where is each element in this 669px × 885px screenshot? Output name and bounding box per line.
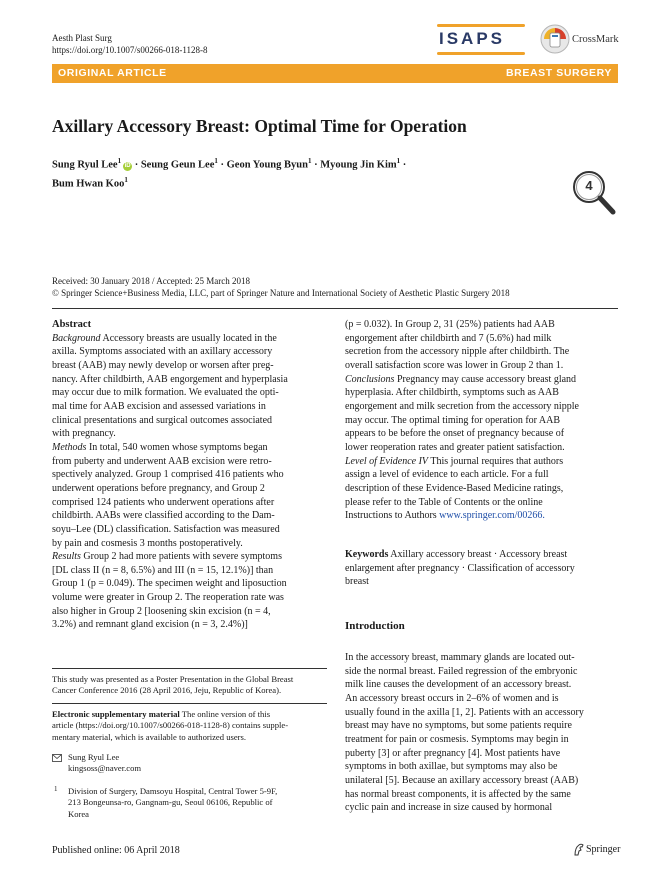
text-line: Pregnancy may cause accessory breast gland bbox=[396, 373, 577, 385]
text-line: engorgement and milk secretion from the accessory nipple bbox=[345, 400, 579, 412]
text-line: unilateral [5]. Because an axillary accessory breast (AAB) bbox=[345, 774, 579, 786]
text-line: Instructions to Authors bbox=[345, 510, 437, 522]
crossmark-badge[interactable] bbox=[540, 24, 624, 56]
text-line: engorgement after childbirth and 7 (5.6%) had milk bbox=[345, 332, 552, 344]
author-name[interactable]: Bum Hwan Koo bbox=[52, 178, 125, 189]
text-line: volume were greater in Group 2. The reoperation rate was bbox=[52, 592, 284, 604]
text-line: comprised 124 patients who underwent operations after bbox=[52, 496, 275, 508]
text-line: clinical presentations and surgical outcomes associated bbox=[52, 414, 273, 426]
affiliation-mark: 1 bbox=[124, 175, 128, 184]
text-line: mal time for AAB excision and assessed variations in bbox=[52, 400, 266, 412]
text-line: The online version of this bbox=[181, 709, 271, 719]
abstract-results bbox=[52, 550, 327, 564]
journal-name: Aesth Plast Surg bbox=[52, 33, 112, 43]
doi-link[interactable]: https://doi.org/10.1007/s00266-018-1128-8 bbox=[52, 45, 208, 55]
springer-instructions-link[interactable]: www.springer.com/00266. bbox=[439, 510, 545, 522]
text-line: In the accessory breast, mammary glands are located out- bbox=[345, 652, 575, 663]
text-line: has normal breast components, it is affected by the same bbox=[345, 788, 571, 800]
author-line-1 bbox=[52, 154, 522, 173]
text-line: secretion from the accessory nipple after childbirth. The bbox=[345, 346, 570, 358]
supplementary-note bbox=[52, 709, 327, 743]
author-separator: · bbox=[314, 159, 318, 171]
author-separator: · bbox=[134, 159, 139, 171]
text-line: description of these Evidence-Based Medicine ratings, bbox=[345, 482, 564, 494]
author-line-2 bbox=[52, 173, 522, 192]
springer-horse-icon bbox=[573, 843, 585, 856]
abstract-right-column bbox=[345, 318, 619, 523]
text-line bbox=[345, 509, 619, 523]
affiliation bbox=[52, 786, 327, 820]
text-line: lower reoperation rates and greater patient satisfaction. bbox=[345, 441, 565, 453]
keywords-block bbox=[345, 548, 619, 589]
article-type-band bbox=[52, 64, 618, 83]
text-line: milk line causes the development of an accessory breast. bbox=[345, 679, 572, 691]
affiliation-mark: 1 bbox=[214, 157, 218, 165]
text-line: breast (AAB) may newly develop or worsen after preg- bbox=[52, 359, 274, 371]
text-line: mentary material, which is available to authorized users. bbox=[52, 731, 247, 742]
author-name[interactable]: Myoung Jin Kim bbox=[320, 159, 397, 171]
orcid-icon[interactable]: iD bbox=[124, 162, 131, 169]
affiliation-mark: 1 bbox=[396, 157, 401, 165]
text-line: This journal requires that authors bbox=[430, 455, 564, 467]
corresponding-email[interactable]: kingsoss@naver.com bbox=[68, 763, 142, 774]
author-separator: · bbox=[402, 159, 407, 171]
section-name: BREAST SURGERY bbox=[505, 67, 612, 79]
abstract-methods bbox=[52, 441, 327, 455]
presentation-note bbox=[52, 674, 327, 697]
conclusions-label: Conclusions bbox=[345, 373, 395, 385]
section-heading: Introduction bbox=[345, 620, 405, 632]
text-line: Accessory breasts are usually located in the bbox=[102, 332, 277, 344]
text-line: childbirth. AABs were classified according to the Dam- bbox=[52, 510, 275, 522]
footnote-divider bbox=[52, 703, 327, 704]
level-of-evidence-badge bbox=[569, 170, 619, 220]
introduction-body bbox=[345, 651, 619, 815]
background-label: Background bbox=[52, 332, 101, 344]
footnote-divider bbox=[52, 668, 327, 669]
methods-label: Methods bbox=[52, 441, 87, 453]
published-online: Published online: 06 April 2018 bbox=[52, 845, 180, 856]
text-line: overall satisfaction score was lower in Group 2 than 1. bbox=[345, 359, 564, 371]
text-line: cyclic pain and increase in size caused by hormonal bbox=[345, 802, 553, 814]
text-line: Group 1 (p = 0.049). The specimen weight and liposuction bbox=[52, 578, 287, 590]
abstract-level-of-evidence bbox=[345, 455, 619, 469]
text-line: treatment for pain or cosmesis. Symptoms may begin in bbox=[345, 733, 569, 745]
text-line: Division of Surgery, Damsoyu Hospital, Central Tower 5-9F, bbox=[68, 786, 278, 796]
text-line[interactable]: article (https://doi.org/10.1007/s00266-018-1128-8) contains supple- bbox=[52, 720, 289, 731]
abstract-conclusions bbox=[345, 373, 619, 387]
text-line: assign a level of evidence to each article. For a full bbox=[345, 469, 549, 481]
abstract-heading: Abstract bbox=[52, 319, 92, 330]
text-line: puberty [3] or after pregnancy [4]. Most patients have bbox=[345, 747, 561, 759]
header-divider bbox=[52, 308, 618, 309]
author-name[interactable]: Seung Geun Lee bbox=[140, 159, 215, 171]
isaps-logo bbox=[437, 24, 529, 58]
affiliation-mark: 1 bbox=[117, 157, 122, 165]
affiliation-mark: 1 bbox=[307, 157, 312, 165]
abstract-background bbox=[52, 332, 327, 346]
text-line: please refer to the Table of Contents or the online bbox=[345, 496, 543, 508]
abstract-left-column bbox=[52, 318, 327, 632]
text-line: nancy. After childbirth, AAB engorgement and hyperplasia bbox=[52, 373, 288, 385]
isaps-logo-text: ISAPS bbox=[439, 29, 506, 48]
text-line: may occur. The optimal timing for operation for AAB bbox=[345, 414, 561, 426]
text-line: also higher in Group 2 [loosening skin excision (n = 4, bbox=[52, 605, 271, 617]
text-line: This study was presented as a Poster Presentation in the Global Breast bbox=[52, 674, 294, 684]
text-line: from puberty and underwent AAB excision were retro- bbox=[52, 455, 272, 467]
text-line: symptoms in both axillae, but symptoms may also be bbox=[345, 761, 558, 773]
text-line: Korea bbox=[68, 808, 89, 819]
text-line: axilla. Symptoms associated with an axillary accessory bbox=[52, 346, 273, 358]
article-history bbox=[52, 276, 618, 299]
keyword-line: breast bbox=[345, 576, 369, 588]
text-line: underwent operations before pregnancy, and Group 2 bbox=[52, 482, 265, 494]
text-line: soyu–Lee (DL) classification. Satisfaction was measured bbox=[52, 523, 280, 535]
text-line: hyperplasia. After childbirth, symptoms such as AAB bbox=[345, 387, 559, 399]
results-label: Results bbox=[52, 551, 81, 563]
text-line: by pain and cosmesis 3 months postoperatively. bbox=[52, 537, 243, 549]
publisher-name: Springer bbox=[586, 844, 621, 855]
corresponding-author bbox=[52, 752, 327, 775]
text-line: An accessory breast occurs in 2–6% of women and is bbox=[345, 692, 559, 704]
keyword-line: Axillary accessory breast · Accessory breast bbox=[390, 549, 568, 560]
envelope-icon bbox=[52, 754, 62, 762]
text-line: appears to be before the onset of pregnancy because of bbox=[345, 428, 565, 440]
esm-label: Electronic supplementary material bbox=[52, 709, 180, 719]
author-separator: · bbox=[220, 159, 224, 171]
received-dates: Received: 30 January 2018 / Accepted: 25 March 2018 bbox=[52, 276, 250, 286]
introduction-heading bbox=[345, 620, 619, 634]
text-line: may occur due to milk formation. We evaluated the opti- bbox=[52, 387, 279, 399]
text-line: with pregnancy. bbox=[52, 428, 116, 440]
crossmark-icon bbox=[540, 24, 570, 54]
springer-logo bbox=[573, 843, 623, 857]
text-line: [DL class II (n = 8, 6.5%) and III (n = 15, 12.1%)] than bbox=[52, 564, 274, 576]
text-line: breast may have no symptoms, but some patients require bbox=[345, 720, 572, 732]
text-line: Group 2 had more patients with severe symptoms bbox=[83, 551, 282, 563]
text-line: Cancer Conference 2016 (28 April 2016, Jeju, Republic of Korea). bbox=[52, 685, 282, 696]
loe-label: Level of Evidence IV bbox=[345, 455, 429, 467]
crossmark-label: CrossMark bbox=[572, 34, 619, 45]
keyword-line: enlargement after pregnancy · Classification of accessory bbox=[345, 562, 575, 574]
keywords-label: Keywords bbox=[345, 549, 389, 560]
text-line: 3.2%) and remnant gland excision (n = 3, 2.4%)] bbox=[52, 619, 248, 631]
text-line: usually found in the axilla [1, 2]. Patients with an accessory bbox=[345, 706, 584, 718]
article-type: ORIGINAL ARTICLE bbox=[58, 67, 167, 79]
affiliation-number: 1 bbox=[54, 785, 58, 793]
article-title: Axillary Accessory Breast: Optimal Time for Operation bbox=[52, 116, 467, 136]
text-line: spectively analyzed. Group 1 comprised 416 patients who bbox=[52, 469, 284, 481]
evidence-level-number: 4 bbox=[585, 178, 593, 193]
author-list bbox=[52, 154, 522, 191]
text-line: In total, 540 women whose symptoms began bbox=[88, 441, 268, 453]
text-line: side the normal breast. Failed regression of the embryonic bbox=[345, 665, 578, 677]
author-name[interactable]: Sung Ryul Lee bbox=[52, 159, 118, 171]
text-line: 213 Bongeunsa-ro, Gangnam-gu, Seoul 06106, Republic of bbox=[68, 797, 273, 808]
author-name[interactable]: Geon Young Byun bbox=[226, 159, 308, 171]
corresponding-name: Sung Ryul Lee bbox=[68, 752, 120, 762]
copyright-notice: © Springer Science+Business Media, LLC, part of Springer Nature and International Society of Aesthetic Plastic Surgery 2018 bbox=[52, 287, 510, 298]
text-line: (p = 0.032). In Group 2, 31 (25%) patients had AAB bbox=[345, 319, 555, 330]
